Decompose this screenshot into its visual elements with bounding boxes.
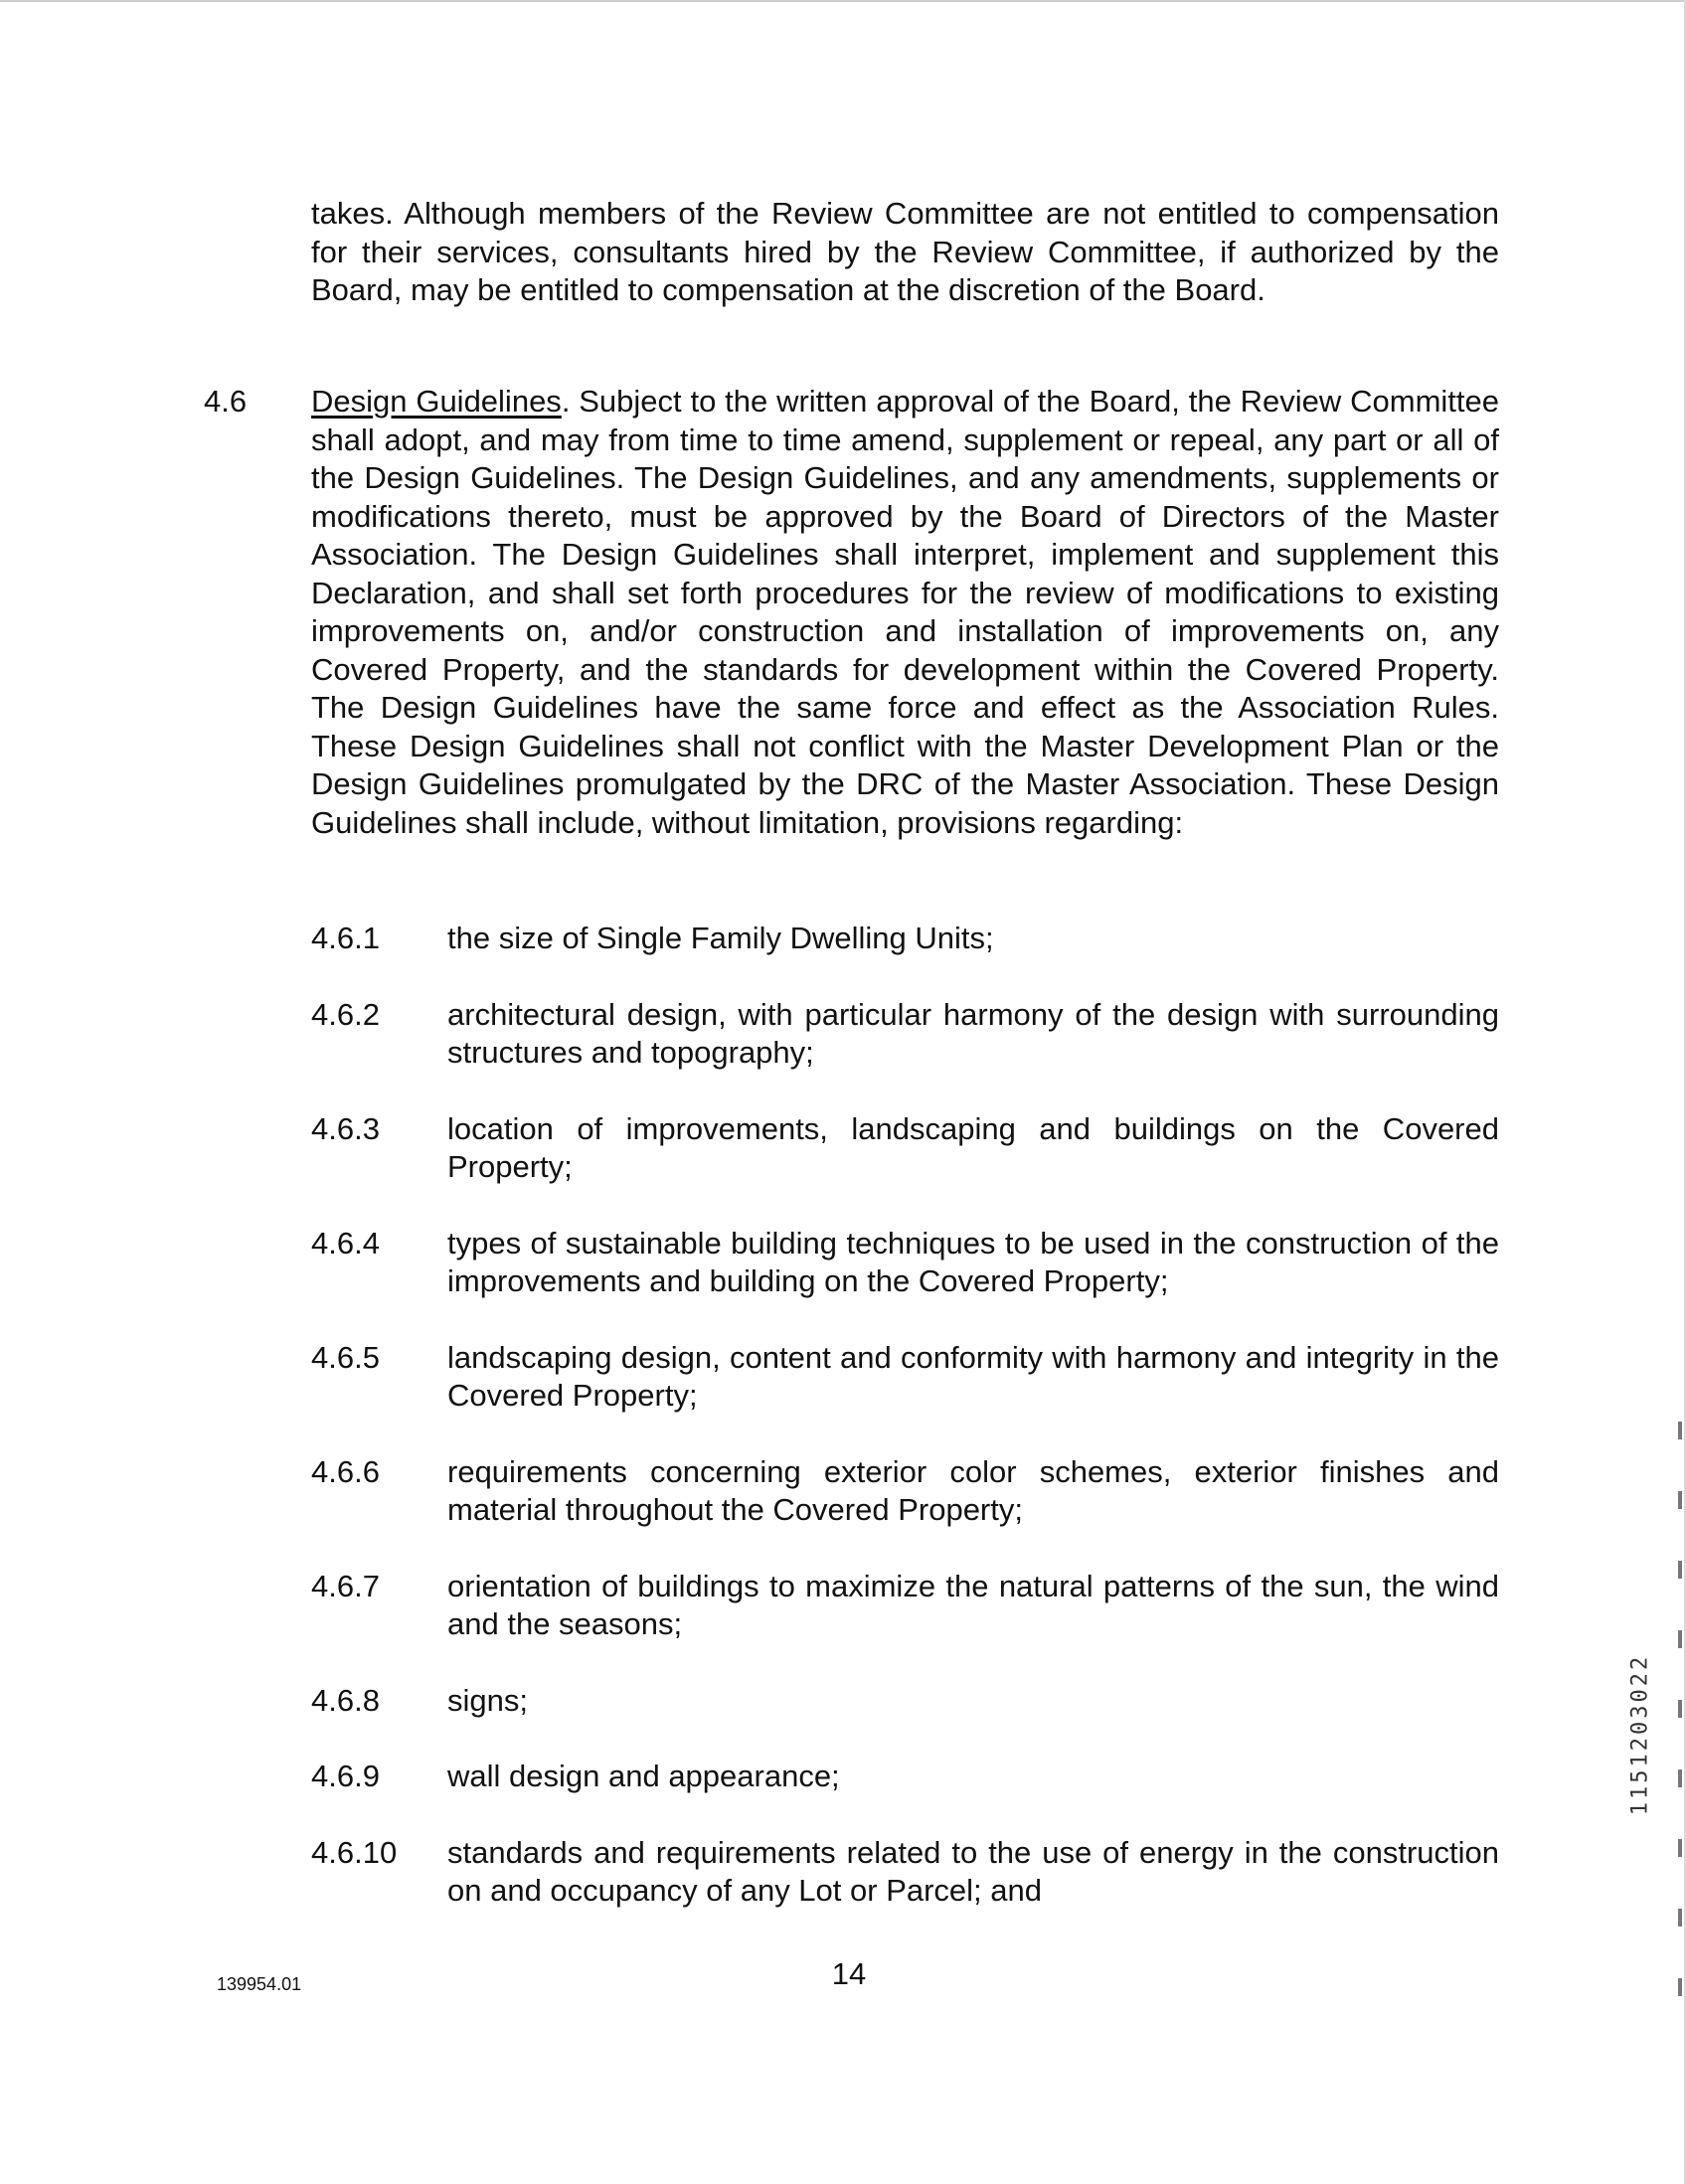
item-number: 4.6.8 xyxy=(311,1682,380,1718)
item-number: 4.6.4 xyxy=(311,1225,380,1260)
list-item xyxy=(311,920,1499,958)
intro-paragraph: takes. Although members of the Review Committee are not entitled to compensation for their services, consultants hired by the Review Committee, if authorized by the Board, may be entitled to compensation at the discretion of the Board. xyxy=(311,196,1499,307)
list-item xyxy=(311,1110,1499,1187)
list-item xyxy=(311,1453,1499,1530)
item-text: landscaping design, content and conformity with harmony and integrity in the Covered Property; xyxy=(447,1339,1499,1413)
item-number: 4.6.2 xyxy=(311,996,380,1032)
item-text: orientation of buildings to maximize the natural patterns of the sun, the wind and the seasons; xyxy=(447,1568,1499,1641)
section-body-text: . Subject to the written approval of the Board, the Review Committee shall adopt, and may from time to time amend, supplement or repeal, any part or all of the Design Guidelines. The Design Guidelines, and any amendments, supplements or modifications thereto, must be approved by the Board of Directors of the Master Association. The Design Guidelines shall interpret, implement and supplement this Declaration, and shall set forth procedures for the review of modifications to existing improvements on, and/or construction and installation of improvements on, any Covered Property, and the standards for development within the Covered Property. The Design Guidelines have the same force and effect as the Association Rules. These Design Guidelines shall not conflict with the Master Development Plan or the Design Guidelines promulgated by the DRC of the Master Association. These Design Guidelines shall include, without limitation, provisions regarding: xyxy=(311,384,1499,840)
list-item xyxy=(311,996,1499,1073)
section-number: 4.6 xyxy=(204,384,248,419)
item-number: 4.6.7 xyxy=(311,1568,380,1603)
item-text: location of improvements, landscaping and buildings on the Covered Property; xyxy=(447,1110,1499,1184)
section-body xyxy=(311,383,1499,842)
provisions-list xyxy=(311,920,1499,1948)
list-item xyxy=(311,1834,1499,1911)
document-number: 139954.01 xyxy=(217,1974,302,1994)
list-item xyxy=(311,1568,1499,1644)
item-number: 4.6.9 xyxy=(311,1759,380,1793)
item-number: 4.6.3 xyxy=(311,1110,380,1146)
list-item xyxy=(311,1225,1499,1301)
list-item xyxy=(311,1339,1499,1416)
item-text: architectural design, with particular harmony of the design with surrounding structures and topography; xyxy=(447,996,1499,1070)
item-number: 4.6.6 xyxy=(311,1453,380,1489)
recording-stamp-text: 1151203022 xyxy=(1627,1653,1653,1816)
item-text: signs; xyxy=(447,1682,528,1718)
margin-ticks xyxy=(1678,1422,1682,2018)
list-item xyxy=(311,1758,1499,1796)
page-number: 14 xyxy=(831,1956,867,1991)
scan-edge-top xyxy=(0,0,1686,2)
item-text: the size of Single Family Dwelling Units; xyxy=(447,921,994,955)
recording-stamp xyxy=(1620,1561,1660,1909)
section-heading: Design Guidelines xyxy=(311,384,562,419)
item-text: requirements concerning exterior color schemes, exterior finishes and material throughout the Covered Property; xyxy=(447,1453,1499,1527)
item-number: 4.6.10 xyxy=(311,1834,398,1870)
item-text: wall design and appearance; xyxy=(447,1759,840,1793)
item-text: standards and requirements related to the use of energy in the construction on and occupancy of any Lot or Parcel; and xyxy=(447,1834,1499,1908)
item-number: 4.6.5 xyxy=(311,1339,380,1375)
item-number: 4.6.1 xyxy=(311,921,380,955)
list-item xyxy=(311,1682,1499,1721)
item-text: types of sustainable building techniques to be used in the construction of the improvements and building on the Covered Property; xyxy=(447,1225,1499,1298)
